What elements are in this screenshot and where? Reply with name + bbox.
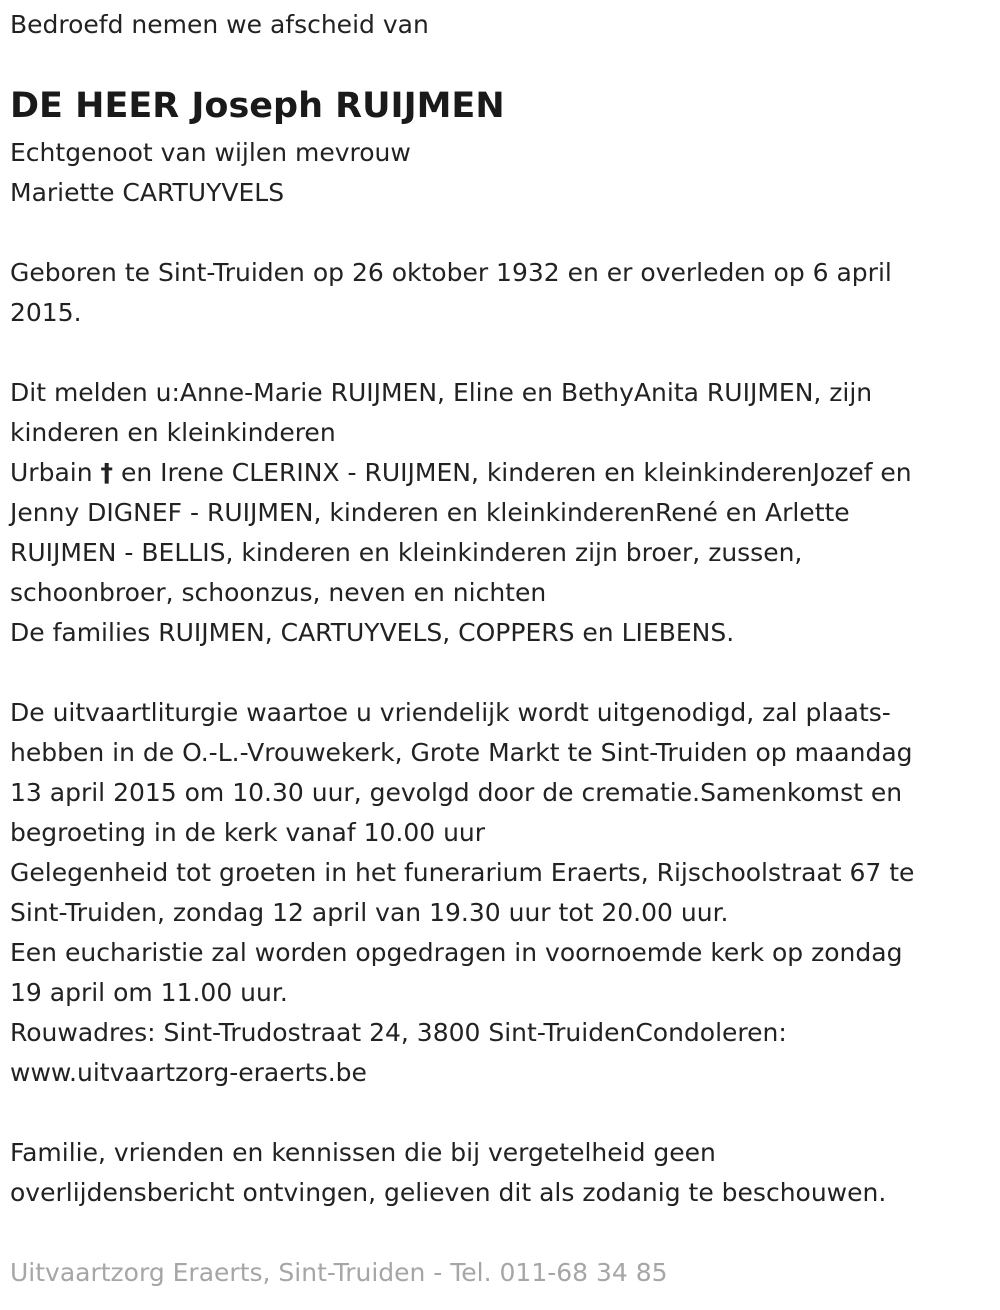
birth-death-section [10,253,892,333]
funeral-line: hebben in de O.-L.-Vrouwekerk, Grote Markt te Sint-Truiden op maandag [10,738,913,767]
family-section [10,373,912,653]
family-line: RUIJMEN - BELLIS, kinderen en kleinkinderen zijn broer, zussen, [10,538,803,567]
intro-text: Bedroefd nemen we afscheid van [10,10,429,39]
spouse-line: Echtgenoot van wijlen mevrouw [10,138,411,167]
closing-line: overlijdensbericht ontvingen, gelieven dit als zodanig te beschouwen. [10,1178,887,1207]
funeral-line: begroeting in de kerk vanaf 10.00 uur [10,818,486,847]
family-line: Jenny DIGNEF - RUIJMEN, kinderen en kleinkinderenRené en Arlette [10,498,850,527]
family-line-segment: Urbain [10,458,101,487]
spouse-line: Mariette CARTUYVELS [10,178,285,207]
deceased-name: DE HEER Joseph RUIJMEN [10,86,505,126]
closing-line: Familie, vrienden en kennissen die bij vergetelheid geen [10,1138,716,1167]
family-line: Dit melden u:Anne-Marie RUIJMEN, Eline en BethyAnita RUIJMEN, zijn [10,378,873,407]
funeral-line: www.uitvaartzorg-eraerts.be [10,1058,367,1087]
funeral-line: Rouwadres: Sint-Trudostraat 24, 3800 Sint-TruidenCondoleren: [10,1018,787,1047]
closing-section [10,1133,886,1213]
cross-icon: † [100,458,114,487]
spouse-section [10,133,411,213]
family-line: kinderen en kleinkinderen [10,418,336,447]
funeral-section [10,693,914,1093]
funeral-line: 19 april om 11.00 uur. [10,978,288,1007]
funeral-line: 13 april 2015 om 10.30 uur, gevolgd door de crematie.Samenkomst en [10,778,903,807]
footer-text: Uitvaartzorg Eraerts, Sint-Truiden - Tel. 011-68 34 85 [10,1258,668,1287]
funeral-line: Gelegenheid tot groeten in het funerarium Eraerts, Rijschoolstraat 67 te [10,858,915,887]
funeral-line: De uitvaartliturgie waartoe u vriendelijk wordt uitgenodigd, zal plaats- [10,698,891,727]
birth-death-line: Geboren te Sint-Truiden op 26 oktober 1932 en er overleden op 6 april [10,258,892,287]
family-line: De families RUIJMEN, CARTUYVELS, COPPERS en LIEBENS. [10,618,735,647]
funeral-line: Een eucharistie zal worden opgedragen in voornoemde kerk op zondag [10,938,903,967]
birth-death-line: 2015. [10,298,82,327]
funeral-line: Sint-Truiden, zondag 12 april van 19.30 uur tot 20.00 uur. [10,898,729,927]
family-line-segment: en Irene CLERINX - RUIJMEN, kinderen en kleinkinderenJozef en [113,458,912,487]
family-line [10,453,912,493]
family-line: schoonbroer, schoonzus, neven en nichten [10,578,547,607]
